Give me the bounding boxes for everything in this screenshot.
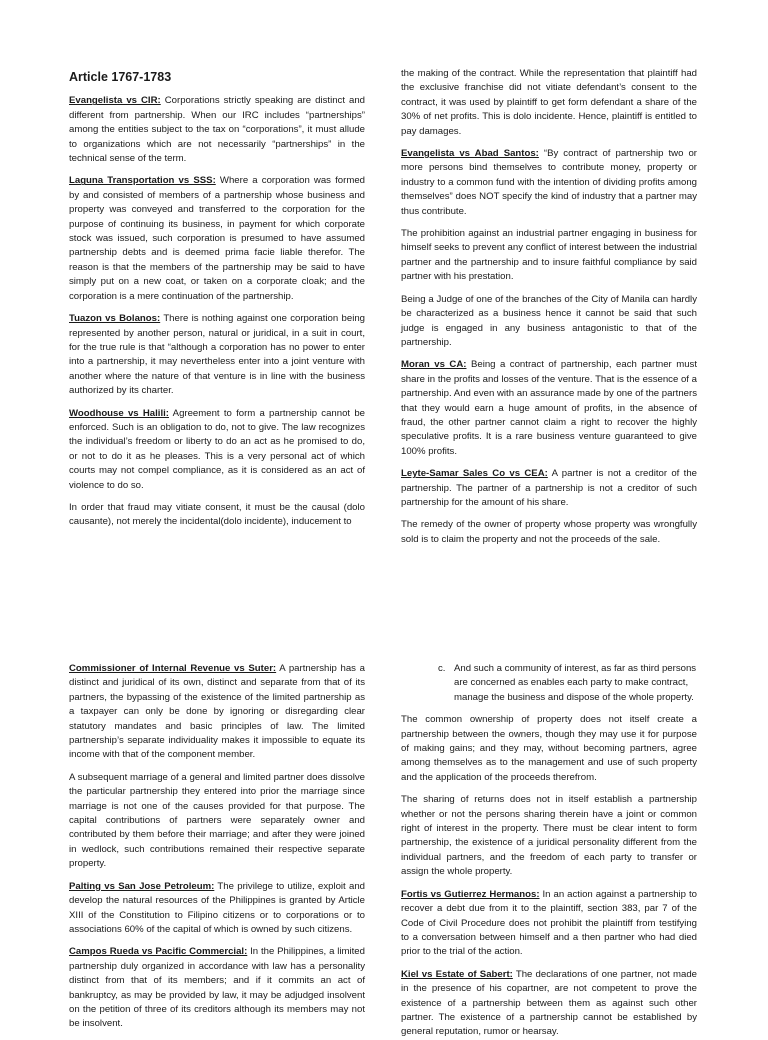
paragraph-text: Corporations strictly speaking are distinct and different from partnership. When our IRC includes “partnerships” among the entities subject to the tax on “corporations”, it must allude to organizations which are not necessarily “partnerships” in the technical sense of the term. [69, 95, 366, 165]
case-paragraph [401, 888, 697, 960]
paragraph-text: The privilege to utilize, exploit and develop the natural resources of the Philippines is granted by Article XIII of the Constitution to Filipino citizens or to corporations or to associations 60% of the capital of which is owned by such citizens. [69, 880, 365, 935]
paragraph-text: The prohibition against an industrial partner engaging in business for himself seeks to prevent any conflict of interest between the industrial partner and the partnership and to insure faithful compliance by said partner with his prestation. [401, 228, 697, 283]
paragraph [401, 293, 697, 351]
page1-right-column [401, 67, 697, 555]
case-name: Campos Rueda vs Pacific Commercial: [69, 946, 248, 958]
paragraph-text: Being a Judge of one of the branches of the City of Manila can hardly be characterized as a business hence it cannot be said that such judge is engaged in any business antagonistic to that of the partnership. [401, 293, 697, 348]
paragraph-text: The remedy of the owner of property whose property was wrongfully sold is to claim the property and not the proceeds of the sale. [401, 519, 697, 545]
paragraph-text: the making of the contract. While the representation that plaintiff had the exclusive franchise did not vitiate defendant’s consent to the contract, it was used by plaintiff to get form defendant a share of the 30% of net profits. This is dolo incidente. Hence, plaintiff is entitled to pay damages. [401, 68, 697, 137]
case-paragraph [69, 312, 365, 398]
list-marker: c. [438, 663, 446, 674]
paragraph-text: There is nothing against one corporation being represented by another person, natural or juridical, in a suit in court, for the true rule is that “although a corporation has no power to enter into a partnership, it may nevertheless enter into a joint venture with another where the nature of that venture is in line with the business authorized by its charter. [69, 313, 365, 397]
case-paragraph [69, 662, 365, 763]
case-name: Moran vs CA: [401, 359, 467, 371]
case-paragraph [69, 880, 365, 938]
article-title: Article 1767-1783 [69, 70, 172, 84]
page1-left-column [69, 70, 365, 538]
case-paragraph [401, 968, 697, 1040]
case-paragraph [69, 174, 365, 304]
paragraph [401, 67, 697, 139]
paragraph-text: The common ownership of property does not itself create a partnership between the owners, though they may use it for purpose of making gains; and they may, without becoming partners, agree among themselves as to the management and use of such property and the application of the proceeds therefrom. [401, 714, 697, 783]
paragraph-text: In an action against a partnership to recover a debt due from it to the plaintiff, section 383, par 7 of the Code of Civil Procedure does not prohibit the plaintiff from testifying to a conversation between himself and a then partner who had died prior to the trial of the action. [401, 888, 697, 958]
case-name: Leyte-Samar Sales Co vs CEA: [401, 468, 548, 480]
page2-left-column [69, 662, 365, 1030]
paragraph-text: Agreement to form a partnership cannot be enforced. Such is an obligation to do, not to give. The law recognizes the individual’s freedom or liberty to do an act as he promised to do, or not to do it as he pleases. This is a very personal act of which courts may not compel compliance, as it is considered as an act of violence to do so. [69, 407, 365, 491]
case-paragraph [69, 407, 365, 493]
paragraph [69, 501, 365, 530]
case-name: Laguna Transportation vs SSS: [69, 175, 216, 187]
paragraph [401, 518, 697, 547]
paragraph [69, 771, 365, 872]
case-name: Evangelista vs CIR: [69, 95, 161, 107]
paragraph-text: A partner is not a creditor of the partnership. The partner of a partnership is not a creditor of such partnership for the amount of his share. [401, 468, 697, 508]
paragraph-text: “By contract of partnership two or more persons bind themselves to contribute money, property or industry to a common fund with the intention of dividing profits among themselves” does NOT specify the kind of industry that a partner may thus contribute. [401, 148, 697, 217]
paragraph-text: A partnership has a distinct and juridical of its own, distinct and separate from that of its partners, the bypassing of the existence of the limited partnership as a taxpayer can only be done by ignoring or disregarding clear statutory mandates and basic principles of law. The limited partnership’s separate individuality makes it impossible to equate its income with that of the component member. [69, 663, 365, 761]
case-paragraph [401, 467, 697, 510]
paragraph-text: Where a corporation was formed by and consisted of members of a partnership whose business and property was conveyed and transferred to the corporation for the purpose of continuing its business, in payment for which corporate stock was issued, such corporation is presumed to have assumed partnership debts and is deemed prima facie liable therefor. The reason is that the members of the partnership may be said to have simply put on a new coat, or taken on a corporate cloak; and the corporation is a mere continuation of the partnership. [69, 175, 365, 302]
paragraph [401, 793, 697, 879]
paragraph [401, 227, 697, 285]
paragraph-text: In order that fraud may vitiate consent, it must be the causal (dolo causante), not merely the incidental(dolo incidente), inducement to [69, 501, 365, 528]
case-name: Fortis vs Gutierrez Hermanos: [401, 888, 540, 900]
case-name: Woodhouse vs Halili: [69, 407, 169, 419]
list-item-text: And such a community of interest, as far as third persons are concerned as enables each party to make contract, manage the business and dispose of the whole property. [454, 663, 697, 703]
case-name: Palting vs San Jose Petroleum: [69, 880, 215, 892]
case-name: Tuazon vs Bolanos: [69, 313, 161, 325]
case-name: Kiel vs Estate of Sabert: [401, 968, 513, 980]
list-item-c [401, 662, 697, 705]
paragraph-text: Being a contract of partnership, each partner must share in the profits and losses of the venture. That is the essence of a partnership. And even with an assurance made by one of the partners that they would earn a huge amount of profits, in the absence of fraud, the other partner cannot claim a right to recover the highly speculative profits. It is a rare business venture guaranteed to give 100% profits. [401, 359, 697, 457]
case-paragraph [69, 94, 365, 166]
case-name: Evangelista vs Abad Santos: [401, 148, 539, 160]
page2-right-column [401, 662, 697, 1038]
case-paragraph [401, 358, 697, 459]
case-paragraph [69, 945, 365, 1031]
paragraph-text: In the Philippines, a limited partnership duly organized in accordance with law has a personality distinct from that of its members; and if it commits an act of bankruptcy, as may be provided by law, it may be adjudged insolvent on the petition of three of its creditors although its members may not be insolvent. [69, 946, 365, 1030]
case-paragraph [401, 147, 697, 219]
case-name: Commissioner of Internal Revenue vs Suter: [69, 663, 277, 674]
paragraph-text: A subsequent marriage of a general and limited partner does dissolve the particular partnership they entered into prior the marriage since marriage is not one of the causes provided for that purpose. The capital contributions of partners were separately owner and contributed by them before their marriage; and after they were joined in wedlock, such contributions remained their respective separate property. [69, 771, 365, 870]
paragraph [401, 713, 697, 785]
paragraph-text: The sharing of returns does not in itself establish a partnership whether or not the persons sharing therein have a joint or common right of interest in the property. There must be clear intent to form partnership, the existence of a juridical personality different from the individual partners, and the freedom of each party to transfer or assign the whole property. [401, 794, 697, 878]
paragraph-text: The declarations of one partner, not made in the presence of his copartner, are not competent to prove the existence of a partnership between them as against such other partner. The existence of a partnership cannot be established by general reputation, rumor or hearsay. [401, 968, 697, 1038]
